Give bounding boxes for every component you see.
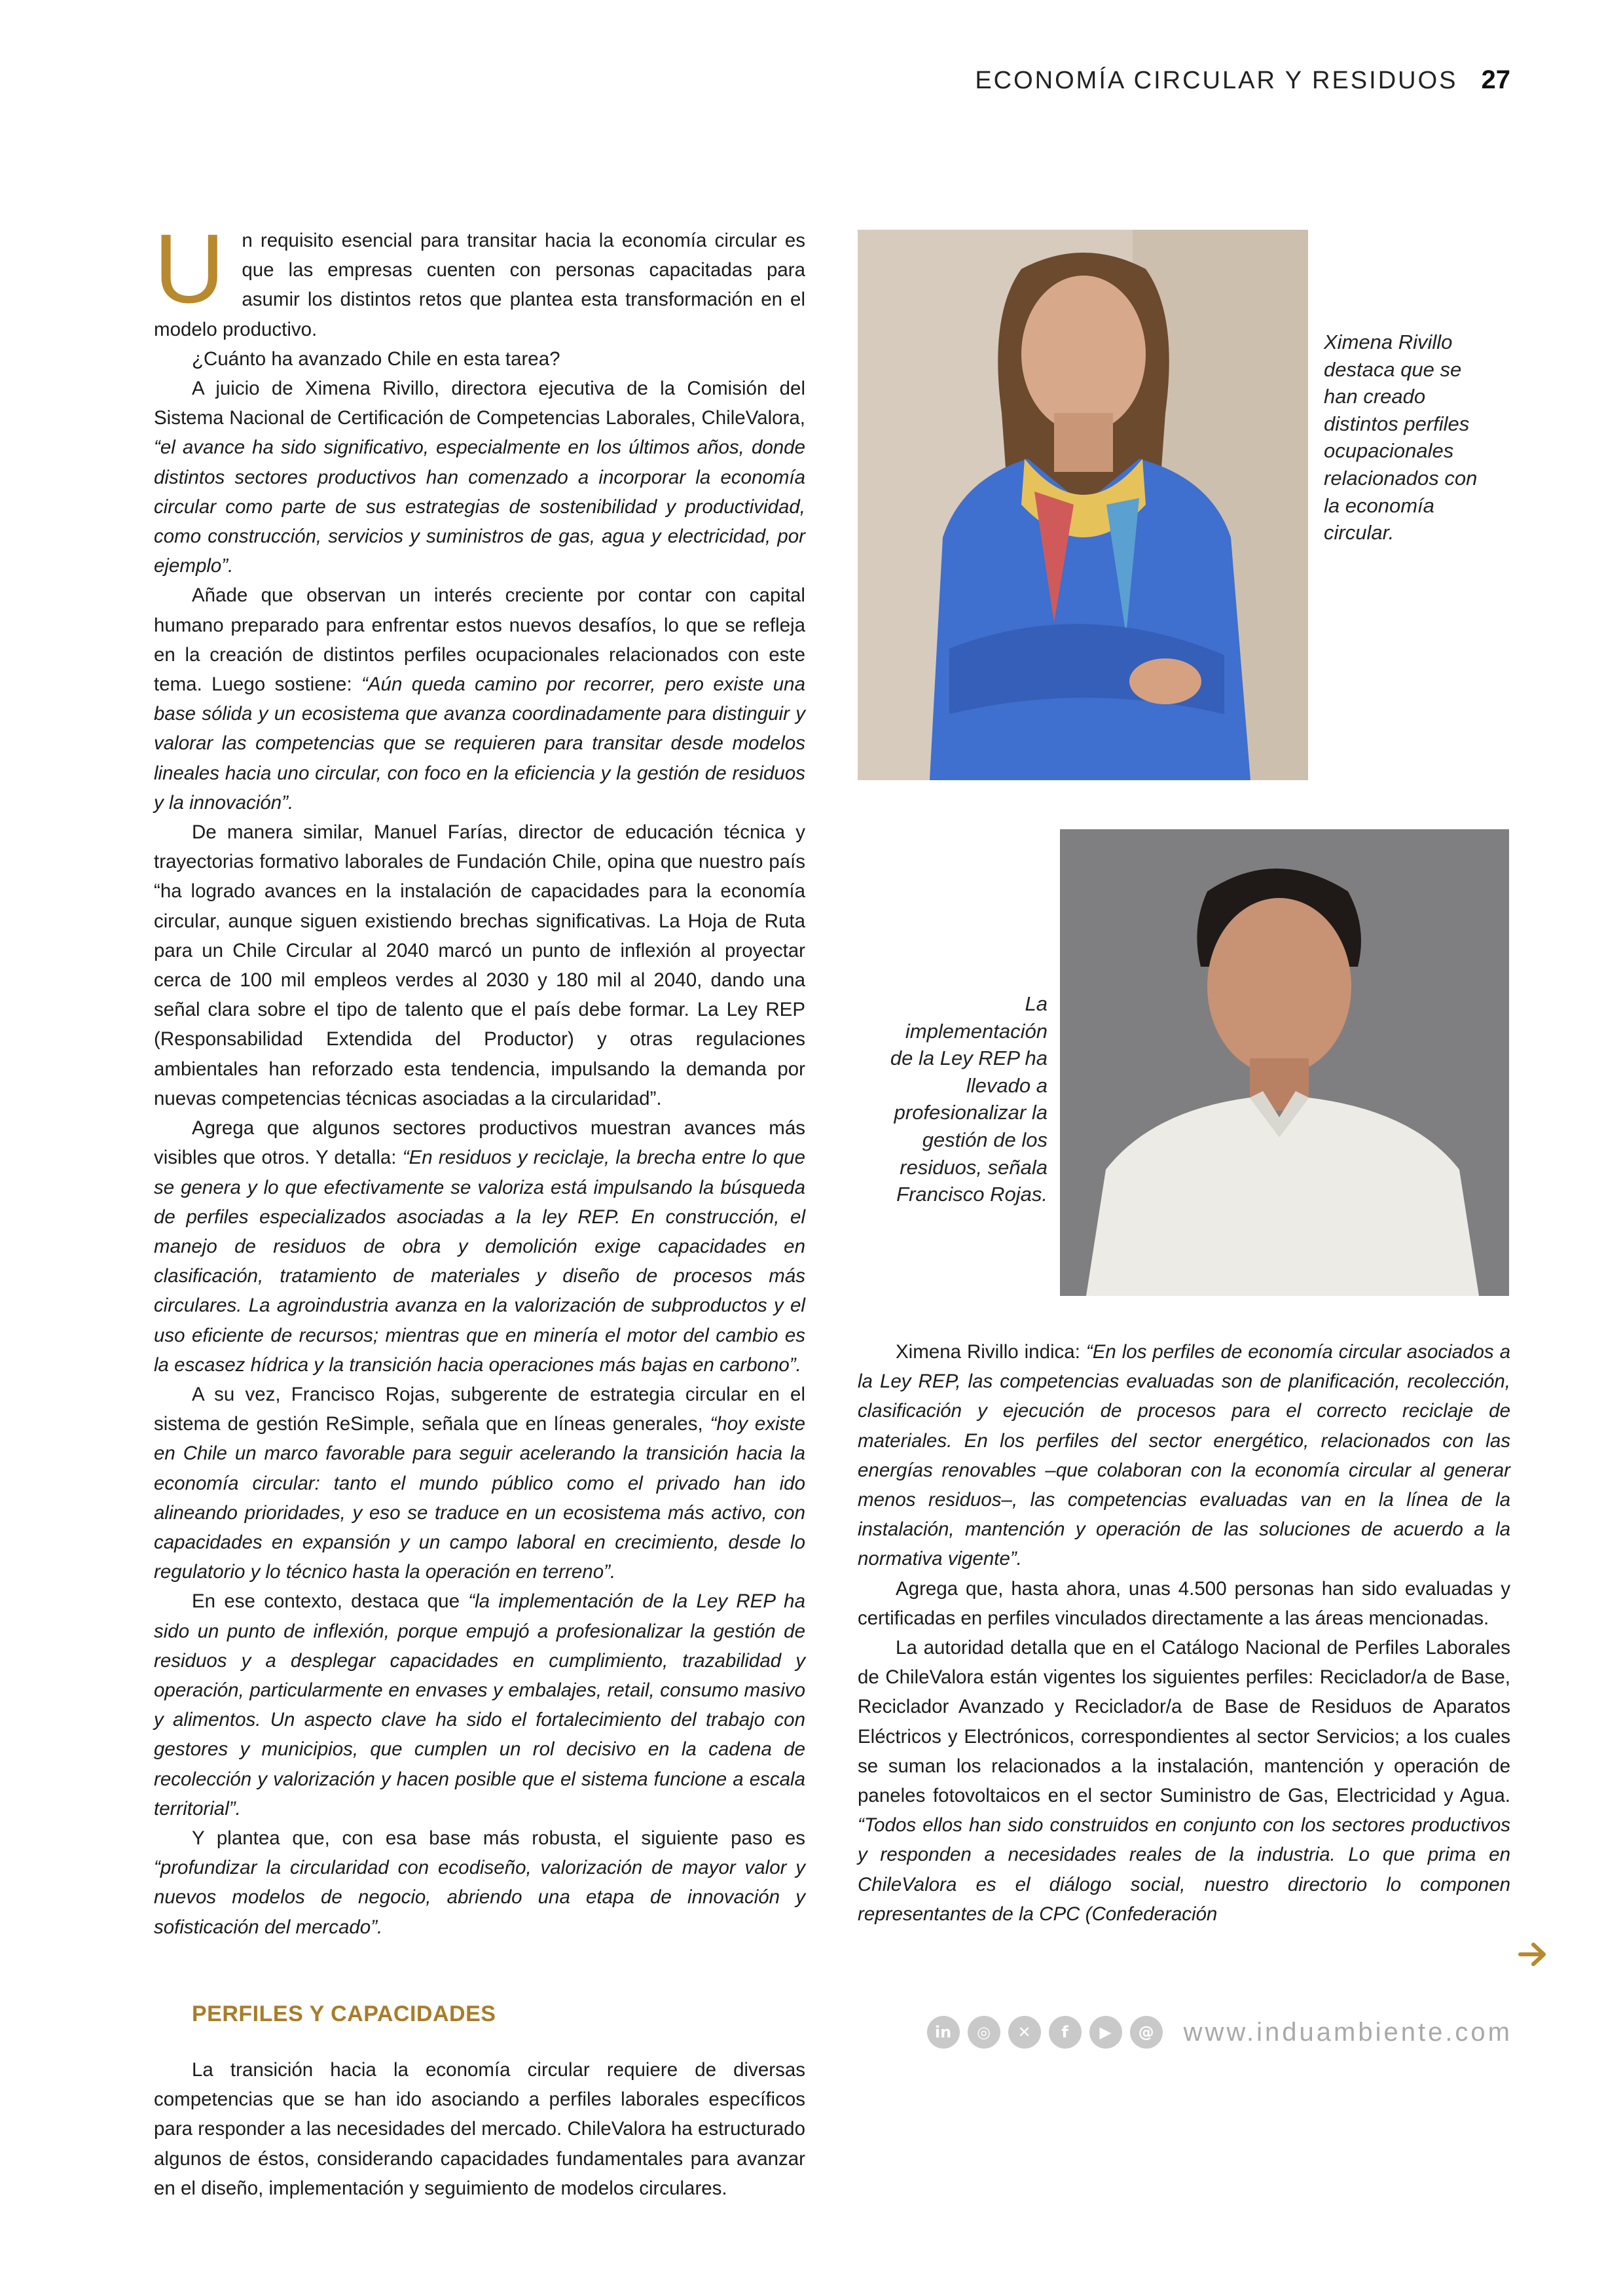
threads-icon[interactable]: @ — [1130, 2016, 1163, 2049]
subheading: PERFILES Y CAPACIDADES — [192, 2001, 496, 2026]
continue-arrow-icon — [1518, 1941, 1549, 1967]
page-header — [975, 65, 1510, 95]
paragraph: Ximena Rivillo indica: “En los perfiles de economía circular asociados a la Ley REP, las competencias evaluadas son de planificación, recolección, clasificación y ejecución de procesos para el correcto reciclaje de materiales. En los perfiles del sector energético, relacionados con las energías renovables –que colaboran con la economía circular al generar menos residuos–, las competencias evaluadas van en la línea de la instalación, mantención y operación de las soluciones de acuerdo a la normativa vigente”. — [858, 1341, 1511, 1570]
paragraph: La transición hacia la economía circular requiere de diversas competencias que se han ido asociando a perfiles laborales específicos para responder a las necesidades del mercado. ChileValora ha estructurado algunos de éstos, considerando capacidades fundamentales para avanzar en el diseño, implementación y seguimiento de modelos circulares. — [154, 2058, 805, 2199]
paragraph: La autoridad detalla que en el Catálogo Nacional de Perfiles Laborales de ChileValora están vigentes los siguientes perfiles: Reciclador/a de Base, Reciclador Avanzado y Reciclador/a de Base de Residuos de Aparatos Eléctricos y Electrónicos, correspondientes al sector Servicios; a los cuales se suman los relacionados a la instalación, mantención y operación de paneles fotovoltaicos en el sector Suministro de Gas, Electricidad y Agua. “Todos ellos han sido construidos en conjunto con los sectores productivos y responden a necesidades reales de la industria. Lo que prima en ChileValora es el diálogo social, nuestro directorio lo componen representantes de la CPC (Confederación — [858, 1637, 1510, 1925]
article-right-column — [858, 1337, 1510, 1929]
drop-cap: U — [154, 213, 225, 323]
linkedin-icon[interactable]: in — [927, 2016, 960, 2049]
paragraph: Agrega que algunos sectores productivos muestran avances más visibles que otros. Y detalla: “En residuos y reciclaje, la brecha entre lo que se genera y lo que efectivamente se valoriza está impulsando la búsqueda de perfiles especializados asociadas a la ley REP. En construcción, el manejo de residuos de obra y demolición exige capacidades en clasificación, tratamiento de materiales y diseño de procesos más circulares. La agroindustria avanza en la valorización de subproductos y el uso eficiente de recursos; mientras que en minería el motor del cambio es la escasez hídrica y la transición hacia operaciones más bajas en carbono”. — [154, 1117, 805, 1376]
footer — [917, 2016, 1512, 2049]
paragraph: A juicio de Ximena Rivillo, directora ejecutiva de la Comisión del Sistema Nacional de Certificación de Competencias Laborales, ChileValora, “el avance ha sido significativo, especialmente en los últimos años, donde distintos sectores productivos han comenzado a incorporar la economía circular como parte de sus estrategias de sostenibilidad y productividad, como construcción, servicios y suministros de gas, agua y electricidad, por ejemplo”. — [154, 378, 805, 577]
photo-ximena-rivillo — [858, 230, 1308, 780]
paragraph: Añade que observan un interés creciente por contar con capital humano preparado para enfrentar estos nuevos desafíos, lo que se refleja en la creación de distintos perfiles ocupacionales relacionados con este tema. Luego sostiene: “Aún queda camino por recorrer, pero existe una base sólida y un ecosistema que avanza coordinadamente para distinguir y valorar las competencias que se requieren para transitar desde modelos lineales hacia uno circular, con foco en la eficiencia y la gestión de residuos y la innovación”. — [154, 584, 805, 814]
paragraph: Y plantea que, con esa base más robusta, el siguiente paso es “profundizar la circularidad con ecodiseño, valorización de mayor valor y nuevos modelos de negocio, abriendo una etapa de innovación y sofisticación del mercado”. — [154, 1827, 805, 1938]
website-link[interactable]: www.induambiente.com — [1183, 2017, 1512, 2047]
paragraph-intro: Un requisito esencial para transitar hacia la economía circular es que las empresas cuenten con personas capacitadas para asumir los distintos retos que plantea esta transformación en el modelo productivo. — [154, 213, 805, 340]
x-icon[interactable]: ✕ — [1008, 2016, 1041, 2049]
paragraph: A su vez, Francisco Rojas, subgerente de estrategia circular en el sistema de gestión ReSimple, señala que en líneas generales, “hoy existe en Chile un marco favorable para seguir acelerando la transición hacia la economía circular: tanto el mundo público como el privado han ido alineando prioridades, y eso se traduce en un ecosistema más activo, con capacidades en expansión y un campo laboral en crecimiento, desde lo regulatorio y lo técnico hasta la operación en terreno”. — [154, 1383, 805, 1583]
instagram-icon[interactable]: ◎ — [968, 2016, 1000, 2049]
paragraph: ¿Cuánto ha avanzado Chile en esta tarea? — [192, 348, 560, 370]
page-number: 27 — [1481, 65, 1510, 94]
article-left-column — [154, 213, 805, 2203]
paragraph: En ese contexto, destaca que “la implementación de la Ley REP ha sido un punto de inflexión, porque empujó a profesionalizar la gestión de residuos y a desplegar capacidades en cumplimiento, trazabilidad y operación, particularmente en envases y embalajes, retail, consumo masivo y alimentos. Un aspecto clave ha sido el fortalecimiento del trabajo con gestores y municipios, que cumplen un rol decisivo en la cadena de recolección y valorización y hacen posible que el sistema funcione a escala territorial”. — [154, 1590, 805, 1820]
paragraph: Agrega que, hasta ahora, unas 4.500 personas han sido evaluadas y certificadas en perfiles vinculados directamente a las áreas mencionadas. — [858, 1577, 1510, 1629]
photo-francisco-rojas — [1060, 829, 1509, 1296]
photo-caption-2: La implementación de la Ley REP ha llevado a profesionalizar la gestión de los residuos, señala Francisco Rojas. — [890, 992, 1048, 1206]
photo-caption-1: Ximena Rivillo destaca que se han creado distintos perfiles ocupacionales relacionados con la economía circular. — [1324, 331, 1478, 545]
section-title: ECONOMÍA CIRCULAR Y RESIDUOS — [975, 67, 1458, 94]
facebook-icon[interactable]: f — [1049, 2016, 1082, 2049]
paragraph: De manera similar, Manuel Farías, director de educación técnica y trayectorias formativo laborales de Fundación Chile, opina que nuestro país “ha logrado avances en la instalación de capacidades para la economía circular, aunque siguen existiendo brechas significativas. La Hoja de Ruta para un Chile Circular al 2040 marcó un punto de inflexión al proyectar cerca de 100 mil empleos verdes al 2030 y 180 mil al 2040, dando una señal clara sobre el tipo de talento que el país debe formar. La Ley REP (Responsabilidad Extendida del Productor) y otras regulaciones ambientales han reforzado esta tendencia, impulsando la demanda por nuevas competencias técnicas asociadas a la circularidad”. — [154, 821, 805, 1109]
youtube-icon[interactable]: ▶ — [1089, 2016, 1122, 2049]
